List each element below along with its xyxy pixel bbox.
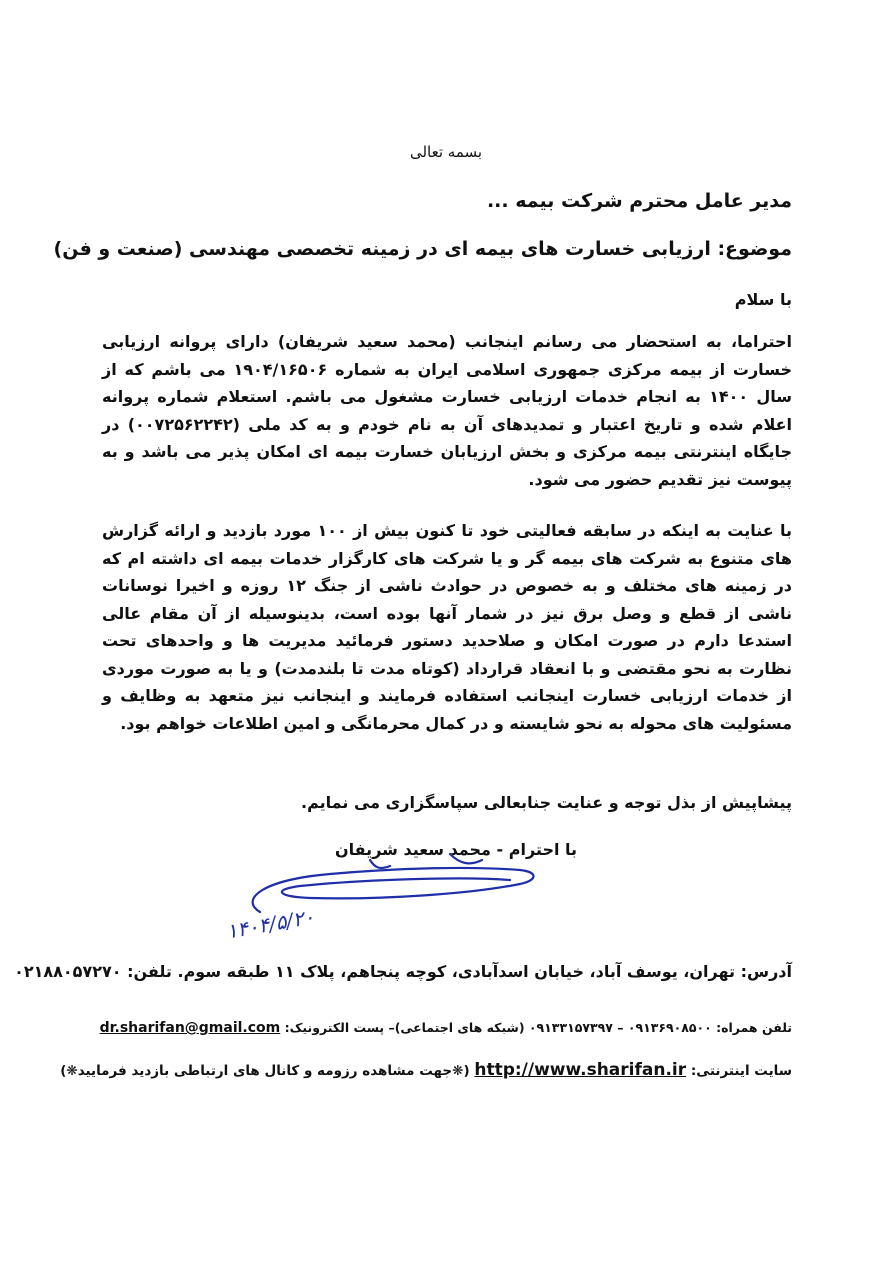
body-paragraph-1: احتراما، به استحضار می رسانم اینجانب (محمد سعید شریفان) دارای پروانه ارزیابی خسارت از بیمه مرکزی جمهوری اسلامی ایران به شماره ۱۹۰۴/۱۶۵۰۶ می باشم که از سال ۱۴۰۰ به انجام خدمات ارزیابی خسارت مشغول می باشم. استعلام شماره پروانه اعلام شده و تاریخ اعتبار و تمدیدهای آن به نام خودم و به کد ملی (۰۰۷۲۵۶۲۲۴۲) در جایگاه اینترنتی بیمه مرکزی و بخش ارزیابان خسارت بیمه ای امکان پذیر می باشد و به پیوست نیز تقدیم حضور می شود. [102,332,793,489]
website-link[interactable]: http://www.sharifan.ir [474,1060,687,1080]
addressee: مدیر عامل محترم شرکت بیمه ... [486,190,792,212]
signature-date: ۱۴۰۴/۵/۲۰ [224,904,317,944]
closing-line: پیشاپیش از بذل توجه و عنایت جنابعالی سپاسگزاری می نمایم. [301,793,792,812]
footer-website [60,1060,792,1080]
phone-line: تلفن همراه: ۰۹۱۳۶۹۰۸۵۰۰ – ۰۹۱۳۳۱۵۷۳۹۷ (شبکه های اجتماعی)– پست الکترونیک: [284,1020,792,1035]
signoff: با احترام - محمد سعید شریفان [335,840,578,859]
handwritten-signature [220,840,550,960]
basmala: بسمه تعالی [409,143,483,161]
footer-contact [100,1020,792,1036]
greeting: با سلام [734,290,792,309]
email-link[interactable]: dr.sharifan@gmail.com [99,1020,281,1036]
footer-address: آدرس: تهران، یوسف آباد، خیابان اسدآبادی، کوچه پنجاهم، پلاک ۱۱ طبقه سوم. تلفن: ۰۲۱۸۸۰۵۷۲۷۰ [14,962,792,981]
body-paragraph-2: با عنایت به اینکه در سابقه فعالیتی خود تا کنون بیش از ۱۰۰ مورد بازدید و ارائه گزارش های متنوع به شرکت های بیمه گر و یا شرکت های کارگزار خدمات بیمه ای داشته ام که در زمینه های مختلف و به خصوص در حوادث ناشی از جنگ ۱۲ روزه و اخیرا نوسانات ناشی از قطع و وصل برق نیز در شمار آنها بوده است، بدینوسیله از آن مقام عالی استدعا دارم در صورت امکان و صلاحدید دستور فرمائید مدیریت ها و واحدهای تحت نظارت به نحو مقتضی و با انعقاد قرارداد (کوتاه مدت تا بلندمدت) و یا به صورت موردی از خدمات ارزیابی خسارت اینجانب استفاده فرمایند و اینجانب نیز متعهد به وظایف و مسئولیت های محوله به نحو شایسته و در کمال محرمانگی و امین اطلاعات خواهم بود. [102,521,793,733]
subject-line: موضوع: ارزیابی خسارت های بیمه ای در زمینه تخصصی مهندسی (صنعت و فن) [53,238,792,260]
website-note: (❋جهت مشاهده رزومه و کانال های ارتباطی بازدید فرمایید❋) [60,1063,470,1079]
website-label: سایت اینترنتی: [690,1063,792,1079]
